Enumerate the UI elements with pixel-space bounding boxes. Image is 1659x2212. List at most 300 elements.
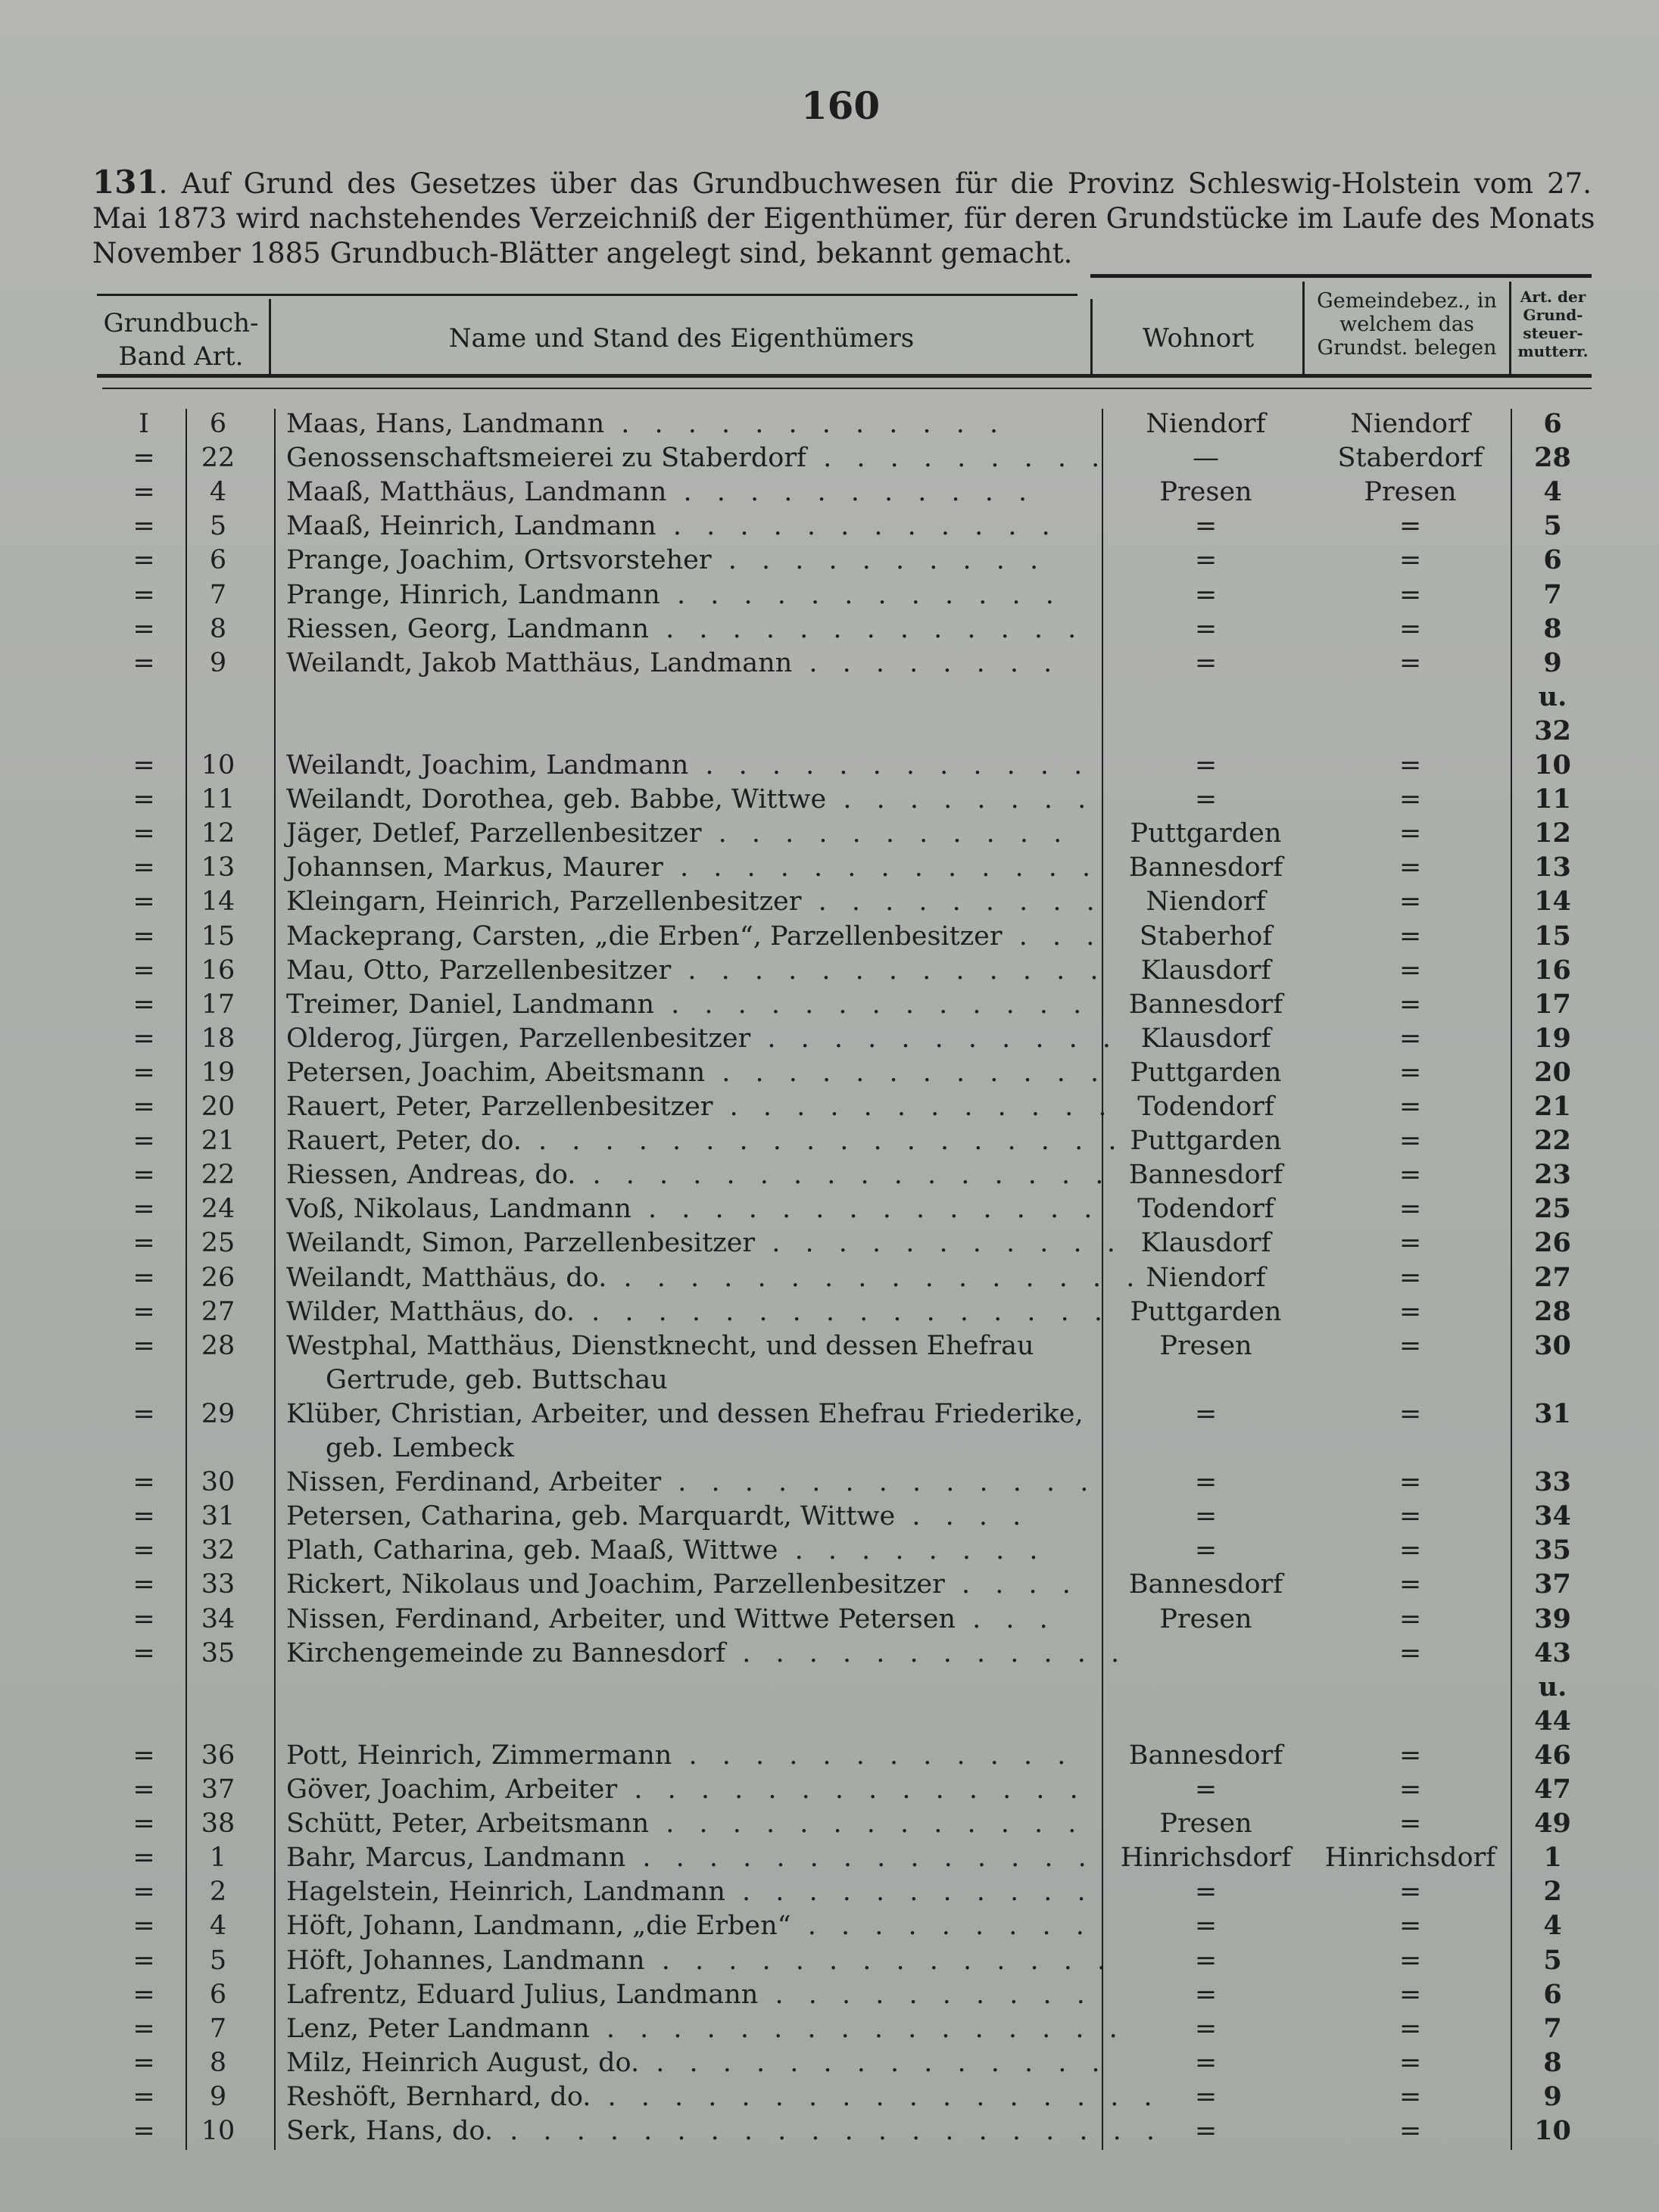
owner-name: Maaß, Matthäus, Landmann xyxy=(286,477,667,507)
art-cell: 26 xyxy=(201,1263,235,1293)
owner-name-cell xyxy=(286,1295,1111,1329)
gemeinde-cell: = xyxy=(1399,1263,1422,1293)
wohnort-cell: Presen xyxy=(1159,477,1252,507)
owner-name: Rauert, Peter, Parzellenbesitzer xyxy=(286,1092,713,1122)
gemeinde-cell: = xyxy=(1399,1809,1422,1839)
wohnort-cell: Klausdorf xyxy=(1140,1023,1271,1054)
owner-name-cell xyxy=(286,1192,1101,1226)
leader-dots: . . . . . . . . . . . . . . . . xyxy=(607,1263,1143,1293)
band-cell: = xyxy=(133,1331,155,1361)
leader-dots: . . . . . . . . . . . . . . . . . . xyxy=(521,1126,1125,1156)
wohnort-cell: Bannesdorf xyxy=(1128,1160,1283,1190)
header-gemeinde-line1: Gemeindebez., in xyxy=(1317,289,1497,313)
header-bottom-rule xyxy=(97,374,1592,378)
owner-name: Olderog, Jürgen, Parzellenbesitzer xyxy=(286,1023,751,1054)
gemeinde-cell: = xyxy=(1399,1638,1422,1668)
owner-name-cell xyxy=(286,1568,1090,1601)
gemeinde-cell: = xyxy=(1399,750,1422,780)
wohnort-cell: = xyxy=(1194,1946,1218,1976)
gemeinde-cell: = xyxy=(1399,1535,1422,1566)
gemeinde-cell: = xyxy=(1399,2014,1422,2044)
owner-name-cell xyxy=(286,2046,1109,2080)
leader-dots: . . . . . . . . . . . . . . xyxy=(631,1194,1101,1224)
wohnort-cell: Presen xyxy=(1159,1331,1252,1361)
band-cell: = xyxy=(133,1843,155,1873)
band-cell: = xyxy=(133,1980,155,2010)
wohnort-cell: Bannesdorf xyxy=(1128,989,1283,1020)
grundsteuer-cell: 8 xyxy=(1543,2047,1562,2078)
wohnort-cell: = xyxy=(1194,511,1218,541)
grundsteuer-cell: u. xyxy=(1538,681,1567,712)
gemeinde-cell: = xyxy=(1399,886,1422,917)
grundsteuer-cell: 22 xyxy=(1534,1125,1571,1156)
owner-name-cell xyxy=(286,1226,1124,1260)
art-cell: 27 xyxy=(201,1297,235,1327)
art-cell: 8 xyxy=(209,614,227,644)
leader-dots: . . . . . . . . . . . . . . . . . xyxy=(591,2082,1161,2112)
art-cell: 38 xyxy=(201,1809,235,1839)
gemeinde-cell: = xyxy=(1399,1023,1422,1054)
intro-text-1: Auf Grund des Gesetzes über das Grundbuchwesen für die Provinz Schleswig-Holstein vom 27. xyxy=(181,167,1592,200)
owner-name-cell xyxy=(286,851,1099,884)
band-cell: = xyxy=(133,2048,155,2078)
wohnort-cell: Klausdorf xyxy=(1140,955,1271,986)
wohnort-cell: = xyxy=(1194,648,1218,678)
leader-dots: . . . . . . . . . . . . . . . . xyxy=(574,1297,1111,1327)
leader-dots: . . . . . . . . . . . . . . xyxy=(639,2048,1109,2078)
wohnort-cell: Klausdorf xyxy=(1140,1228,1271,1258)
header-grundbuch xyxy=(97,307,265,373)
wohnort-cell: Niendorf xyxy=(1146,886,1266,917)
owner-name: Maaß, Heinrich, Landmann xyxy=(286,511,656,541)
owner-name: Pott, Heinrich, Zimmermann xyxy=(286,1740,672,1771)
gemeinde-cell: Hinrichsdorf xyxy=(1324,1843,1496,1873)
art-cell: 34 xyxy=(201,1604,235,1634)
band-cell: = xyxy=(133,818,155,849)
owner-name: Hagelstein, Heinrich, Landmann xyxy=(286,1877,725,1907)
wohnort-cell: Todendorf xyxy=(1137,1194,1274,1224)
owner-name: Serk, Hans, do. xyxy=(286,2116,494,2146)
owner-name-cell xyxy=(286,920,1103,953)
gemeinde-cell: = xyxy=(1399,648,1422,678)
leader-dots: . . . . . . . . . . . . xyxy=(656,511,1059,541)
wohnort-cell: = xyxy=(1194,2116,1218,2146)
header-gemeinde xyxy=(1305,289,1509,360)
art-cell: 35 xyxy=(201,1638,235,1668)
owner-name: Weilandt, Matthäus, do. xyxy=(286,1263,607,1293)
owner-name-cell xyxy=(286,1909,1093,1943)
leader-dots: . . . . . . . . . . . . . . xyxy=(617,1774,1087,1805)
art-cell: 11 xyxy=(201,784,235,815)
leader-dots: . . . . . . . . . . . xyxy=(750,1023,1120,1054)
owner-name-cell xyxy=(286,1090,1115,1123)
band-cell: = xyxy=(133,750,155,780)
owner-name: Göver, Joachim, Arbeiter xyxy=(286,1774,618,1805)
owner-name-cell xyxy=(286,2012,1126,2045)
wohnort-cell: = xyxy=(1194,750,1218,780)
owner-name-cell xyxy=(286,646,1090,680)
owner-name: Nissen, Ferdinand, Arbeiter xyxy=(286,1467,662,1497)
art-cell: 4 xyxy=(209,477,227,507)
gemeinde-cell: = xyxy=(1399,1467,1422,1497)
wohnort-cell: = xyxy=(1194,1535,1218,1566)
band-cell: = xyxy=(133,1501,155,1531)
header-sep-1 xyxy=(269,299,271,375)
band-cell: = xyxy=(133,1535,155,1566)
grundsteuer-cell: 6 xyxy=(1543,544,1562,575)
owner-name: Maas, Hans, Landmann xyxy=(286,409,605,439)
leader-dots: . . . . . . . . . . . . . . xyxy=(644,1946,1115,1976)
leader-dots: . . . . . . . . . . . . . xyxy=(649,614,1085,644)
band-cell: = xyxy=(133,1297,155,1327)
wohnort-cell: = xyxy=(1194,2014,1218,2044)
wohnort-cell: = xyxy=(1194,580,1218,610)
art-cell: 15 xyxy=(201,921,235,952)
body-top-rule xyxy=(102,388,1592,389)
owner-name: Kleingarn, Heinrich, Parzellenbesitzer xyxy=(286,886,802,917)
band-cell: = xyxy=(133,1638,155,1668)
owner-name: Petersen, Catharina, geb. Marquardt, Wittwe xyxy=(286,1501,896,1531)
band-cell: = xyxy=(133,648,155,678)
wohnort-cell: Staberhof xyxy=(1139,921,1273,952)
gemeinde-cell: = xyxy=(1399,1911,1422,1941)
grundsteuer-cell: 46 xyxy=(1534,1740,1571,1771)
band-cell: = xyxy=(133,955,155,986)
band-cell: = xyxy=(133,886,155,917)
band-cell: = xyxy=(133,580,155,610)
grundsteuer-cell: 9 xyxy=(1543,647,1562,678)
owner-name: Lenz, Peter Landmann xyxy=(286,2014,590,2044)
gemeinde-cell: = xyxy=(1399,989,1422,1020)
grundsteuer-cell: 20 xyxy=(1534,1057,1571,1088)
leader-dots: . . . . . . . . xyxy=(826,784,1095,815)
owner-name-cell xyxy=(286,1944,1115,1977)
art-cell: 20 xyxy=(201,1092,235,1122)
wohnort-cell: = xyxy=(1194,1467,1218,1497)
band-cell: = xyxy=(133,1126,155,1156)
intro-line-2: Mai 1873 wird nachstehendes Verzeichniß der Eigenthümer, für deren Grundstücke im Laufe des Monats xyxy=(92,202,1595,235)
art-cell: 31 xyxy=(201,1501,235,1531)
grundsteuer-cell: 35 xyxy=(1534,1534,1571,1566)
gemeinde-cell: = xyxy=(1399,1331,1422,1361)
gemeinde-cell: = xyxy=(1399,1774,1422,1805)
owner-name-cell xyxy=(286,1022,1120,1055)
header-top-rule-left xyxy=(97,294,1077,296)
leader-dots: . . . . . . . . . . . xyxy=(701,818,1071,849)
owner-name-cell xyxy=(286,1637,1128,1670)
art-cell: 36 xyxy=(201,1740,235,1771)
wohnort-cell: = xyxy=(1194,784,1218,815)
owner-name: Milz, Heinrich August, do. xyxy=(286,2048,640,2078)
gemeinde-cell: = xyxy=(1399,1399,1422,1429)
band-cell: I xyxy=(139,409,149,439)
col-line-art xyxy=(274,409,276,2150)
owner-name-cell xyxy=(286,1056,1108,1089)
gemeinde-cell: = xyxy=(1399,2116,1422,2146)
band-cell: = xyxy=(133,1740,155,1771)
grundsteuer-cell: 43 xyxy=(1534,1637,1571,1668)
leader-dots: . . . . . . . . . . . . . . . . xyxy=(575,1160,1112,1190)
gemeinde-cell: = xyxy=(1399,1228,1422,1258)
grundsteuer-cell: 7 xyxy=(1543,2013,1562,2044)
gemeinde-cell: = xyxy=(1399,1126,1422,1156)
owner-name-cell xyxy=(286,544,1090,577)
owner-name-continuation: geb. Lembeck xyxy=(326,1433,514,1463)
leader-dots: . . . . . . . . . . . . xyxy=(713,1092,1115,1122)
header-sep-2 xyxy=(1090,299,1093,375)
art-cell: 13 xyxy=(201,852,235,883)
art-cell: 6 xyxy=(209,545,227,575)
grundsteuer-cell: 7 xyxy=(1543,579,1562,610)
gemeinde-cell: = xyxy=(1399,818,1422,849)
grundsteuer-cell: 28 xyxy=(1534,442,1571,473)
owner-name-cell xyxy=(286,2080,1161,2114)
band-cell: = xyxy=(133,1809,155,1839)
gemeinde-cell: = xyxy=(1399,955,1422,986)
owner-name: Weilandt, Jakob Matthäus, Landmann xyxy=(286,648,793,678)
owner-name-cell xyxy=(286,1158,1112,1192)
owner-name-cell xyxy=(286,1875,1094,1908)
owner-name: Schütt, Peter, Arbeitsmann xyxy=(286,1809,650,1839)
owner-name-cell xyxy=(286,509,1090,543)
wohnort-cell: Puttgarden xyxy=(1130,1297,1282,1327)
grundsteuer-cell: 21 xyxy=(1534,1091,1571,1122)
grundsteuer-cell: 27 xyxy=(1534,1262,1571,1293)
gemeinde-cell: = xyxy=(1399,784,1422,815)
art-cell: 25 xyxy=(201,1228,235,1258)
grundsteuer-cell: 32 xyxy=(1534,715,1571,746)
owner-name-cell xyxy=(286,988,1090,1021)
art-cell: 33 xyxy=(201,1569,235,1600)
owner-name-cell xyxy=(286,1978,1093,2011)
art-cell: 6 xyxy=(209,1980,227,2010)
wohnort-cell: = xyxy=(1194,1399,1218,1429)
gemeinde-cell: = xyxy=(1399,1877,1422,1907)
owner-name: Höft, Johann, Landmann, „die Erben“ xyxy=(286,1911,791,1941)
wohnort-cell: Presen xyxy=(1159,1809,1252,1839)
band-cell: = xyxy=(133,1194,155,1224)
owner-name: Jäger, Detlef, Parzellenbesitzer xyxy=(286,818,702,849)
grundsteuer-cell: 49 xyxy=(1534,1808,1571,1839)
gemeinde-cell: = xyxy=(1399,1501,1422,1531)
leader-dots: . . . . . . . . . . . . . xyxy=(671,955,1107,986)
grundsteuer-cell: 31 xyxy=(1534,1398,1571,1429)
owner-name-cell xyxy=(286,1466,1097,1499)
leader-dots: . . . . . . . . . . xyxy=(758,1980,1093,2010)
art-cell: 9 xyxy=(209,648,227,678)
grundsteuer-cell: u. xyxy=(1538,1671,1567,1703)
band-cell: = xyxy=(133,1058,155,1088)
grundsteuer-cell: 19 xyxy=(1534,1023,1571,1054)
grundsteuer-cell: 10 xyxy=(1534,749,1571,780)
art-cell: 10 xyxy=(201,2116,235,2146)
leader-dots: . . . . . . . . . . . . . xyxy=(649,1809,1085,1839)
owner-name: Prange, Joachim, Ortsvorsteher xyxy=(286,545,712,575)
intro-paragraph xyxy=(92,164,1595,271)
grundsteuer-cell: 10 xyxy=(1534,2115,1571,2146)
art-cell: 29 xyxy=(201,1399,235,1429)
owner-name: Nissen, Ferdinand, Arbeiter, und Wittwe Petersen xyxy=(286,1604,956,1634)
leader-dots: . . . xyxy=(1002,921,1103,952)
owner-name-cell xyxy=(286,1500,1090,1533)
gemeinde-cell: Niendorf xyxy=(1350,409,1470,439)
art-cell: 1 xyxy=(209,1843,227,1873)
owner-name: Bahr, Marcus, Landmann xyxy=(286,1843,626,1873)
owner-name-cell xyxy=(286,441,1109,475)
owner-name-cell xyxy=(286,1739,1090,1772)
band-cell: = xyxy=(133,1569,155,1600)
leader-dots: . . . . . . . . . . . . xyxy=(672,1740,1074,1771)
grundsteuer-cell: 8 xyxy=(1543,613,1562,644)
art-cell: 18 xyxy=(201,1023,235,1054)
leader-dots: . . . . . . . . . . . . . xyxy=(663,852,1099,883)
header-gemeinde-line3: Grundst. belegen xyxy=(1317,336,1497,360)
leader-dots: . . . . . . . . . xyxy=(791,1911,1093,1941)
wohnort-cell: Presen xyxy=(1159,1604,1252,1634)
leader-dots: . . . . . . . . . . xyxy=(711,545,1047,575)
grundsteuer-cell: 33 xyxy=(1534,1466,1571,1497)
band-cell: = xyxy=(133,1023,155,1054)
grundsteuer-cell: 16 xyxy=(1534,955,1571,986)
header-grundsteuer xyxy=(1512,288,1594,360)
header-top-rule xyxy=(1090,274,1592,278)
owner-name: Höft, Johannes, Landmann xyxy=(286,1946,645,1976)
owner-name: Riessen, Georg, Landmann xyxy=(286,614,650,644)
gemeinde-cell: = xyxy=(1399,614,1422,644)
grundsteuer-cell: 5 xyxy=(1543,1945,1562,1976)
art-cell: 32 xyxy=(201,1535,235,1566)
page-number: 160 xyxy=(800,83,881,128)
notice-number: 131 xyxy=(92,164,159,201)
band-cell: = xyxy=(133,1911,155,1941)
band-cell: = xyxy=(133,1263,155,1293)
owner-name-cell xyxy=(286,954,1107,987)
grundsteuer-cell: 6 xyxy=(1543,1979,1562,2010)
art-cell: 8 xyxy=(209,2048,227,2078)
gemeinde-cell: = xyxy=(1399,1980,1422,2010)
owner-name: Mau, Otto, Parzellenbesitzer xyxy=(286,955,672,986)
band-cell: = xyxy=(133,1160,155,1190)
owner-name-cell xyxy=(286,1841,1095,1874)
leader-dots: . . . . . . . . . xyxy=(801,886,1103,917)
wohnort-cell: = xyxy=(1194,545,1218,575)
owner-name-cell xyxy=(286,749,1090,782)
gemeinde-cell: = xyxy=(1399,545,1422,575)
art-cell: 28 xyxy=(201,1331,235,1361)
owner-name: Mackeprang, Carsten, „die Erben“, Parzellenbesitzer xyxy=(286,921,1003,952)
band-cell: = xyxy=(133,784,155,815)
wohnort-cell: = xyxy=(1194,1877,1218,1907)
leader-dots: . . . . . . . . . . . xyxy=(666,477,1036,507)
wohnort-cell: Bannesdorf xyxy=(1128,852,1283,883)
wohnort-cell: = xyxy=(1194,1774,1218,1805)
band-cell: = xyxy=(133,2116,155,2146)
header-name: Name und Stand des Eigenthümers xyxy=(448,323,915,354)
grundsteuer-cell: 4 xyxy=(1543,476,1562,507)
owner-name-cell xyxy=(286,783,1095,816)
intro-line-3: November 1885 Grundbuch-Blätter angelegt sind, bekannt gemacht. xyxy=(92,237,1073,269)
band-cell: = xyxy=(133,1399,155,1429)
band-cell: = xyxy=(133,1228,155,1258)
owner-name-cell xyxy=(286,1603,1090,1636)
grundsteuer-cell: 2 xyxy=(1543,1876,1562,1907)
band-cell: = xyxy=(133,989,155,1020)
art-cell: 16 xyxy=(201,955,235,986)
owner-name-cell xyxy=(286,1807,1090,1840)
leader-dots: . . . . . . . . . . . . . . . . . . . . xyxy=(493,2116,1164,2146)
leader-dots: . . . . . . . . . . . xyxy=(755,1228,1124,1258)
owner-name: Prange, Hinrich, Landmann xyxy=(286,580,660,610)
grundsteuer-cell: 17 xyxy=(1534,989,1571,1020)
owner-name-cell xyxy=(286,1397,1090,1431)
wohnort-cell: = xyxy=(1194,1501,1218,1531)
art-cell: 22 xyxy=(201,1160,235,1190)
art-cell: 22 xyxy=(201,443,235,473)
wohnort-cell: Hinrichsdorf xyxy=(1120,1843,1292,1873)
gemeinde-cell: Presen xyxy=(1364,477,1457,507)
header-grundsteuer-line1: Art. der xyxy=(1520,288,1586,306)
owner-name-cell xyxy=(286,885,1103,918)
owner-name: Klüber, Christian, Arbeiter, und dessen Ehefrau Friederike, xyxy=(286,1399,1084,1429)
leader-dots: . . . xyxy=(956,1604,1056,1634)
gemeinde-cell: = xyxy=(1399,1569,1422,1600)
grundsteuer-cell: 13 xyxy=(1534,852,1571,883)
grundsteuer-cell: 6 xyxy=(1543,408,1562,439)
band-cell: = xyxy=(133,1877,155,1907)
art-cell: 6 xyxy=(209,409,227,439)
wohnort-cell: Puttgarden xyxy=(1130,818,1282,849)
leader-dots: . . . . . . . . . . . . xyxy=(660,580,1062,610)
owner-name-cell xyxy=(286,1773,1090,1806)
band-cell: = xyxy=(133,477,155,507)
wohnort-cell: Puttgarden xyxy=(1130,1058,1282,1088)
grundsteuer-cell: 12 xyxy=(1534,818,1571,849)
owner-name-cell xyxy=(286,407,1090,441)
grundsteuer-cell: 26 xyxy=(1534,1227,1571,1258)
grundsteuer-cell: 14 xyxy=(1534,886,1571,917)
leader-dots: . . . . . . . . . . . . . xyxy=(661,1467,1097,1497)
owner-name: Treimer, Daniel, Landmann xyxy=(286,989,655,1020)
gemeinde-cell: = xyxy=(1399,1058,1422,1088)
band-cell: = xyxy=(133,614,155,644)
owner-name: Weilandt, Dorothea, geb. Babbe, Wittwe xyxy=(286,784,827,815)
owner-name: Weilandt, Joachim, Landmann xyxy=(286,750,689,780)
header-grundsteuer-line2: Grund- xyxy=(1523,306,1583,324)
grundsteuer-cell: 30 xyxy=(1534,1330,1571,1361)
owner-name-cell xyxy=(286,1261,1143,1294)
owner-name: Voß, Nikolaus, Landmann xyxy=(286,1194,631,1224)
gemeinde-cell: = xyxy=(1399,1297,1422,1327)
owner-name-cell xyxy=(286,1124,1125,1157)
leader-dots: . . . . . . . . xyxy=(778,1535,1046,1566)
art-cell: 5 xyxy=(209,1946,227,1976)
wohnort-cell: Todendorf xyxy=(1137,1092,1274,1122)
art-cell: 9 xyxy=(209,2082,227,2112)
gemeinde-cell: = xyxy=(1399,1946,1422,1976)
leader-dots: . . . . xyxy=(895,1501,1030,1531)
wohnort-cell: = xyxy=(1194,1911,1218,1941)
leader-dots: . . . . . . . . . . . . xyxy=(705,1058,1108,1088)
art-cell: 19 xyxy=(201,1058,235,1088)
grundsteuer-cell: 34 xyxy=(1534,1500,1571,1531)
owner-name-cell xyxy=(286,578,1090,612)
gemeinde-cell: = xyxy=(1399,1740,1422,1771)
leader-dots: . . . . . . . . . . . . . . xyxy=(625,1843,1095,1873)
header-grundsteuer-line3: steuer- xyxy=(1523,324,1583,342)
header-grundbuch-line2: Band Art. xyxy=(118,341,244,372)
band-cell: = xyxy=(133,511,155,541)
gemeinde-cell: Staberdorf xyxy=(1337,443,1483,473)
